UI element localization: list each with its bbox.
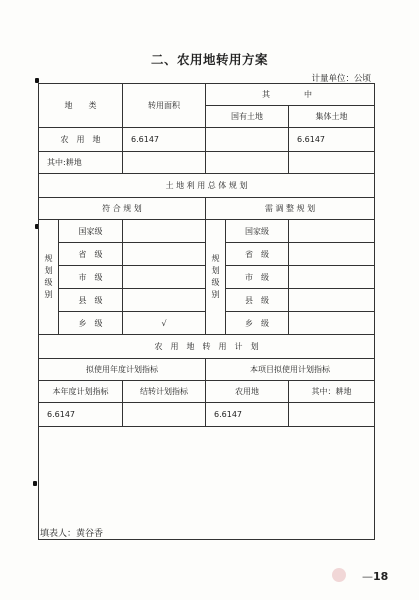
adjust-mark-county (289, 289, 375, 312)
header-cultivated: 其中：耕地 (289, 381, 375, 403)
level-left-township: 乡 级 (59, 312, 123, 335)
conform-mark-county (123, 289, 206, 312)
header-land-type: 地 类 (39, 84, 123, 128)
level-right-province: 省 级 (226, 243, 289, 266)
row-label-agri-land: 农 用 地 (39, 128, 123, 152)
cell-year-plan-value: 6.6147 (39, 403, 123, 427)
page-title: 二、农用地转用方案 (150, 52, 268, 67)
binding-hole-mark (33, 481, 37, 486)
level-left-national: 国家级 (59, 220, 123, 243)
level-right-township: 乡 级 (226, 312, 289, 335)
page-number (362, 570, 388, 583)
header-among: 其 中 (206, 84, 375, 106)
unit-label: 计量单位：公顷 (311, 74, 371, 84)
header-use-year-plan: 拟使用年度计划指标 (39, 359, 206, 381)
cell-cultivated-state (206, 152, 289, 174)
level-right-county: 县 级 (226, 289, 289, 312)
cell-agri-transfer: 6.6147 (123, 128, 206, 152)
header-needs-adjust-planning: 需 调 整 规 划 (206, 198, 375, 220)
page-number-value: 18 (373, 570, 389, 583)
adjust-mark-city (289, 266, 375, 289)
cell-agri-state (206, 128, 289, 152)
header-conform-planning: 符 合 规 划 (39, 198, 206, 220)
conform-mark-city (123, 266, 206, 289)
filler-line: 填表人：黄谷香 (40, 529, 104, 539)
cell-agri-collective: 6.6147 (289, 128, 375, 152)
level-right-city: 市 级 (226, 266, 289, 289)
header-agri: 农用地 (206, 381, 289, 403)
conform-mark-national (123, 220, 206, 243)
level-right-national: 国家级 (226, 220, 289, 243)
blank-area (39, 427, 375, 540)
level-left-province: 省 级 (59, 243, 123, 266)
row-label-cultivated: 其中:耕地 (39, 152, 123, 174)
header-carryover: 结转计划指标 (123, 381, 206, 403)
header-project-plan: 本项目拟使用计划指标 (206, 359, 375, 381)
adjust-mark-national (289, 220, 375, 243)
cell-cultivated-value (289, 403, 375, 427)
cell-cultivated-collective (289, 152, 375, 174)
level-left-city: 市 级 (59, 266, 123, 289)
conform-mark-township: √ (123, 312, 206, 335)
header-transfer-area: 转用面积 (123, 84, 206, 128)
level-left-county: 县 级 (59, 289, 123, 312)
page-number-dash: — (362, 570, 373, 583)
cell-agri-value: 6.6147 (206, 403, 289, 427)
watermark-emblem (332, 568, 346, 582)
header-collective-land: 集体土地 (289, 106, 375, 128)
section-agri-conversion-plan: 农 用 地 转 用 计 划 (39, 335, 375, 359)
header-year-plan: 本年度计划指标 (39, 381, 123, 403)
adjust-mark-township (289, 312, 375, 335)
conform-mark-province (123, 243, 206, 266)
cell-cultivated-transfer (123, 152, 206, 174)
planning-level-label-left: 规 划 级 别 (39, 220, 59, 335)
planning-level-label-right: 规 划 级 别 (206, 220, 226, 335)
section-land-use-planning: 土 地 利 用 总 体 规 划 (39, 174, 375, 198)
header-state-land: 国有土地 (206, 106, 289, 128)
conversion-table (38, 83, 375, 540)
adjust-mark-province (289, 243, 375, 266)
cell-carryover-value (123, 403, 206, 427)
